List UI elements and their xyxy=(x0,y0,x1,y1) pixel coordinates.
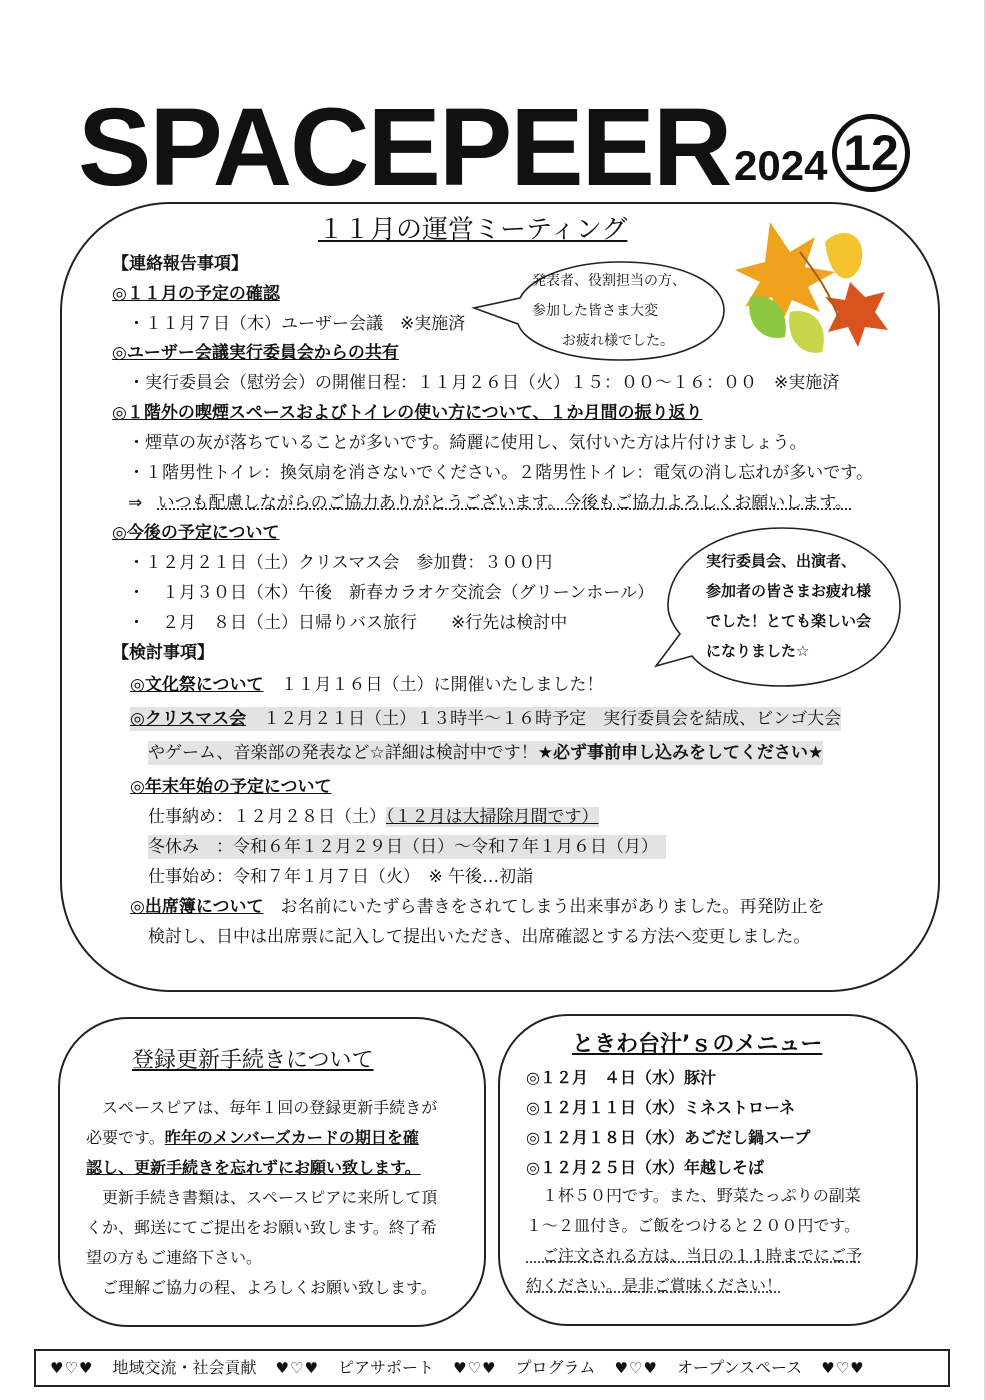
registration-text: スペースピアは、毎年１回の登録更新手続きが xyxy=(86,1098,438,1117)
work-start-line: 仕事始め：令和７年１月７日（火） ※ 午後…初詣 xyxy=(148,867,534,887)
menu-item: ◎１２月１８日（水）あごだし鍋スープ xyxy=(526,1128,811,1147)
section-title: ◎ユーザー会議実行委員会からの共有 xyxy=(112,343,399,363)
menu-note: １杯５０円です。また、野菜たっぷりの副菜 xyxy=(526,1186,861,1205)
attendance-text: お名前にいたずら書きをされてしまう出来事がありました。再発防止を xyxy=(263,897,825,917)
xmas-line-1 xyxy=(130,707,841,731)
meeting-heading: １１月の運営ミーティング xyxy=(318,215,628,245)
winter-break-line: 冬休み ：令和６年１２月２９日（日）〜令和７年１月６日（月） xyxy=(148,835,666,859)
xmas-text: １２月２１日（土）１３時半〜１６時予定 実行委員会を結成、ビンゴ大会 xyxy=(246,709,842,729)
registration-heading: 登録更新手続きについて xyxy=(132,1048,374,1073)
hearts-icon: ♥♡♥ xyxy=(453,1359,497,1377)
menu-note: ご注文される方は、当日の１１時までにご予 xyxy=(526,1246,863,1265)
year-end-note: （１２月は大掃除月間です） xyxy=(386,807,599,827)
section-title: ◎今後の予定について xyxy=(112,523,280,543)
hearts-icon: ♥♡♥ xyxy=(275,1359,319,1377)
attendance-line-1 xyxy=(130,895,825,919)
bubble-line: でした！とても楽しい会 xyxy=(706,612,872,630)
attendance-title: ◎出席簿について xyxy=(130,897,264,917)
menu-note: 約ください。是非ご賞味ください！ xyxy=(526,1276,783,1295)
bubble-line: お疲れ様でした。 xyxy=(562,333,674,349)
schedule-item: ・実行委員会（慰労会）の開催日程：１１月２６日（火）１５：００〜１６：００ ※実施済 xyxy=(128,373,840,393)
autumn-leaves-illustration xyxy=(730,212,890,362)
footer-item: プログラム xyxy=(515,1358,596,1377)
menu-item: ◎１２月 ４日（水）豚汁 xyxy=(526,1068,716,1087)
footer-item: オープンスペース xyxy=(676,1358,803,1377)
year-end-line xyxy=(148,805,599,829)
newsletter-year: 2024 xyxy=(734,142,828,189)
bubble-line: になりました☆ xyxy=(706,642,810,660)
attendance-line-2: 検討し、日中は出席票に記入して提出いただき、出席確認とする方法へ変更しました。 xyxy=(148,927,811,947)
thanks-text: いつも配慮しながらのご協力ありがとうございます。今後もご協力よろしくお願いします。 xyxy=(157,493,852,513)
footer-item: 地域交流・社会貢献 xyxy=(112,1358,257,1377)
xmas-line-2 xyxy=(148,741,823,765)
xmas-notice: ★必ず事前申し込みをしてください★ xyxy=(537,743,824,763)
bubble-line: 発表者、役割担当の方、 xyxy=(532,273,686,289)
xmas-title: ◎クリスマス会 xyxy=(130,709,247,729)
thanks-line xyxy=(128,491,852,515)
bubble-line: 実行委員会、出演者、 xyxy=(706,552,857,570)
bunka-line xyxy=(130,673,604,697)
menu-item: ◎１２月１１日（水）ミネストローネ xyxy=(526,1098,796,1117)
footer-bar xyxy=(34,1349,950,1387)
report-header: 【連絡報告事項】 xyxy=(112,254,248,274)
issue-number-badge: 12 xyxy=(832,114,910,192)
menu-item: ◎１２月２５日（水）年越しそば xyxy=(526,1158,764,1177)
speech-bubble-thanks xyxy=(508,262,724,360)
registration-emphasis: 認し、更新手続きを忘れずにお願い致します。 xyxy=(86,1158,421,1177)
registration-text: 望の方もご連絡下さい。 xyxy=(86,1248,263,1267)
registration-text xyxy=(86,1126,419,1150)
registration-text-part: 必要です。 xyxy=(86,1128,165,1147)
section-title xyxy=(112,401,702,425)
schedule-item: ・１１月７日（木）ユーザー会議 ※実施済 xyxy=(128,314,466,334)
review-header: 【検討事項】 xyxy=(112,643,214,663)
xmas-text: やゲーム、音楽部の発表など☆詳細は検討中です！ xyxy=(148,743,538,763)
bunka-text: １１月１６日（土）に開催いたしました！ xyxy=(263,675,604,695)
hearts-icon: ♥♡♥ xyxy=(614,1359,658,1377)
hearts-icon: ♥♡♥ xyxy=(50,1359,94,1377)
registration-text: ご理解ご協力の程、よろしくお願い致します。 xyxy=(86,1278,437,1297)
footer-item: ピアサポート xyxy=(337,1358,434,1377)
bunka-title: ◎文化祭について xyxy=(130,675,264,695)
section-title-text: ◎１階外の喫煙スペースおよびトイレの使い方について、１か月間の振り返り xyxy=(112,403,703,423)
newsletter-title: SPACEPEER xyxy=(78,86,731,209)
bubble-line: 参加した皆さま大変 xyxy=(532,303,658,319)
speech-bubble-christmas xyxy=(658,528,900,690)
note-item: ・煙草の灰が落ちていることが多いです。綺麗に使用し、気付いた方は片付けましょう。 xyxy=(128,433,807,453)
bubble-line: 参加者の皆さまお疲れ様 xyxy=(706,582,872,600)
schedule-item: ・１２月２１日（土）クリスマス会 参加費：３００円 xyxy=(128,553,553,573)
soup-menu-heading: ときわ台汁’ｓのメニュー xyxy=(572,1032,823,1057)
section-title: ◎年末年始の予定について xyxy=(130,777,332,797)
registration-text: 更新手続き書類は、スペースピアに来所して頂 xyxy=(86,1188,438,1207)
schedule-item: ・ ２月 ８日（土）日帰りバス旅行 ※行先は検討中 xyxy=(128,613,568,633)
registration-emphasis: 昨年のメンバーズカードの期日を確 xyxy=(164,1128,419,1147)
hearts-icon: ♥♡♥ xyxy=(821,1359,865,1377)
section-title: ◎１１月の予定の確認 xyxy=(112,284,280,304)
menu-note: １〜２皿付き。ご飯をつけると２００円です。 xyxy=(526,1216,861,1235)
arrow-icon: ⇒ xyxy=(128,493,143,513)
registration-text: くか、郵送にてご提出をお願い致します。終了希 xyxy=(86,1218,437,1237)
note-item: ・１階男性トイレ：換気扇を消さないでください。２階男性トイレ：電気の消し忘れが多いです。 xyxy=(128,463,873,483)
year-end-text: 仕事納め：１２月２８日（土） xyxy=(148,807,386,827)
schedule-item: ・ １月３０日（木）午後 新春カラオケ交流会（グリーンホール） xyxy=(128,583,654,603)
